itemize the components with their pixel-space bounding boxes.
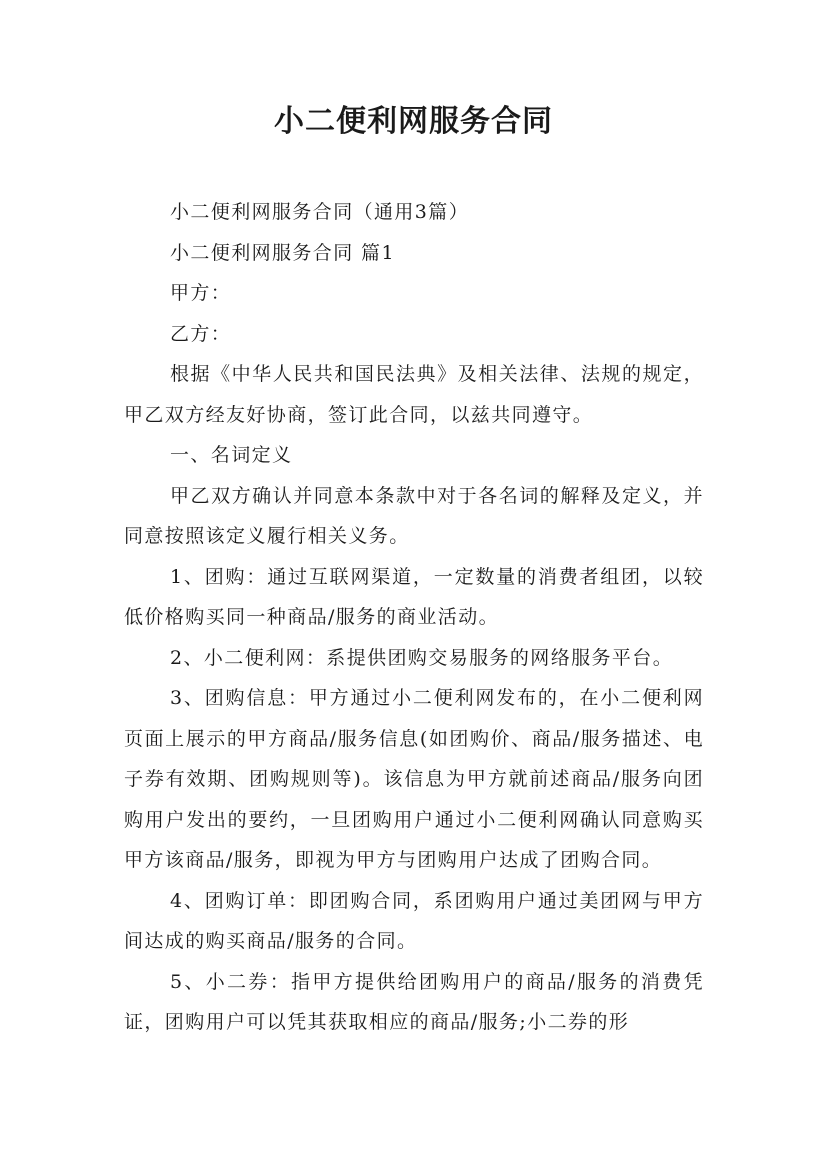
paragraph-definition-2: 2、小二便利网：系提供团购交易服务的网络服务平台。 <box>170 646 674 669</box>
paragraph-definition-3: 3、团购信息：甲方通过小二便利网发布的，在小二便利网页面上展示的甲方商品/服务信息(如团购价、商品/服务描述、电子券有效期、团购规则等)。该信息为甲方就前述商品/服务向团购用户发出的要约，一旦团购用户通过小二便利网确认同意购买甲方该商品/服务，即视为甲方与团购用户达成了团购合同。 <box>124 687 704 871</box>
paragraph-definitions-intro: 甲乙双方确认并同意本条款中对于各名词的解释及定义，并同意按照该定义履行相关义务。 <box>124 484 704 547</box>
paragraph-heading-collection: 小二便利网服务合同（通用3篇） <box>170 201 470 223</box>
document-title: 小二便利网服务合同 <box>274 104 553 139</box>
paragraph-preamble: 根据《中华人民共和国民法典》及相关法律、法规的规定，甲乙双方经友好协商，签订此合同，以兹共同遵守。 <box>124 363 704 426</box>
paragraph-definition-4: 4、团购订单：即团购合同，系团购用户通过美团网与甲方间达成的购买商品/服务的合同。 <box>124 889 704 952</box>
document-body <box>124 192 704 1043</box>
paragraph-heading-part-1: 小二便利网服务合同 篇1 <box>170 241 395 264</box>
paragraph-party-a: 甲方： <box>170 282 232 304</box>
paragraph-party-b: 乙方： <box>170 322 232 345</box>
paragraph-definition-1: 1、团购：通过互联网渠道，一定数量的消费者组团，以较低价格购买同一种商品/服务的商业活动。 <box>124 565 704 628</box>
paragraph-definition-5: 5、小二券：指甲方提供给团购用户的商品/服务的消费凭证，团购用户可以凭其获取相应的商品/服务;小二券的形 <box>124 970 704 1033</box>
paragraph-section-1-heading: 一、名词定义 <box>170 444 293 466</box>
